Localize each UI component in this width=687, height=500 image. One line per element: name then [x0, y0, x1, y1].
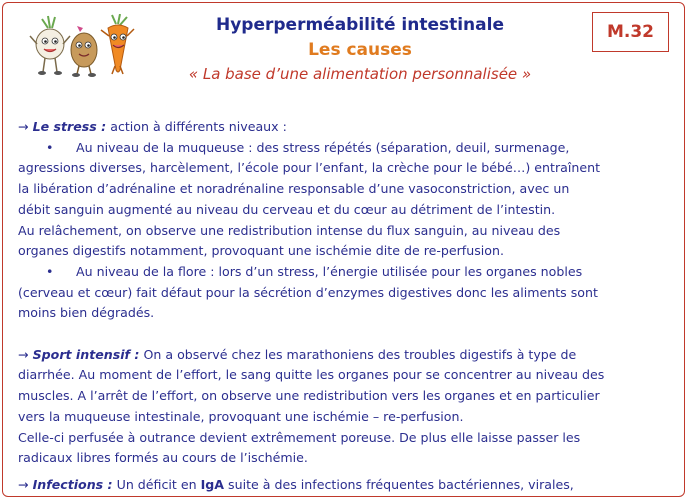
text-line: Au relâchement, on observe une redistribution intense du flux sanguin, au niveau des	[18, 222, 561, 238]
infections-post: suite à des infections fréquentes bactériennes, virales,	[224, 476, 574, 492]
bullet-icon: •	[46, 139, 54, 155]
carrot-character	[101, 14, 134, 74]
stress-intro: action à différents niveaux :	[106, 119, 287, 134]
stress-bullet-2	[18, 262, 668, 283]
stress-bullet-2-text: Au niveau de la flore : lors d’un stress, l’énergie utilisée pour les organes nobles	[76, 263, 583, 279]
infections-pre: Un déficit en	[112, 476, 201, 492]
text-line: Celle-ci perfusée à outrance devient extrêmement poreuse. De plus elle laisse passer les	[18, 429, 581, 445]
sheet-code-badge: M.32	[592, 12, 669, 52]
onion-character	[30, 16, 70, 75]
text-line: diarrhée. Au moment de l’effort, le sang quitte les organes pour se concentrer au niveau des	[18, 367, 605, 383]
text-line: débit sanguin augmenté au niveau du cerveau et du cœur au détriment de l’intestin.	[18, 201, 556, 217]
sport-lead: Sport intensif :	[32, 346, 140, 362]
stress-lead: Le stress :	[32, 119, 107, 134]
sport-heading	[18, 345, 668, 366]
text-line: moins bien dégradés.	[18, 305, 155, 321]
potato-character	[71, 26, 97, 77]
page-title: Hyperperméabilité intestinale	[215, 15, 504, 35]
tagline: « La base d’une alimentation personnalisée »	[188, 65, 532, 83]
text-line: la libération d’adrénaline et noradrénaline responsable d’une vasoconstriction, avec un	[18, 181, 570, 197]
arrow-icon: →	[18, 346, 29, 362]
bullet-icon: •	[46, 263, 54, 279]
sport-first-line: On a observé chez les marathoniens des troubles digestifs à type de	[139, 346, 577, 362]
stress-heading	[18, 117, 668, 138]
stress-bullet-1-text: Au niveau de la muqueuse : des stress répétés (séparation, deuil, surmenage,	[76, 139, 570, 155]
page-subtitle: Les causes	[308, 40, 412, 60]
iga-term: IgA	[200, 476, 225, 492]
infections-heading	[18, 475, 668, 496]
document-body	[18, 117, 668, 496]
arrow-icon: →	[18, 476, 29, 492]
text-line: organes digestifs notamment, provoquant une ischémie dite de re-perfusion.	[18, 243, 504, 259]
vegetable-characters-illustration	[28, 14, 136, 78]
text-line: muscles. A l’arrêt de l’effort, on observe une redistribution vers les organes et en particulier	[18, 388, 600, 404]
stress-bullet-1	[18, 138, 668, 159]
header	[150, 14, 570, 85]
text-line: (cerveau et cœur) fait défaut pour la sécrétion d’enzymes digestives donc les aliments sont	[18, 284, 598, 300]
text-line: radicaux libres formés au cours de l’ischémie.	[18, 450, 308, 466]
infections-lead: Infections :	[32, 476, 113, 492]
text-line: agressions diverses, harcèlement, l’école pour l’enfant, la crèche pour le bébé…) entraînent	[18, 160, 601, 176]
arrow-icon: →	[18, 119, 29, 134]
text-line: vers la muqueuse intestinale, provoquant une ischémie – re-perfusion.	[18, 408, 464, 424]
